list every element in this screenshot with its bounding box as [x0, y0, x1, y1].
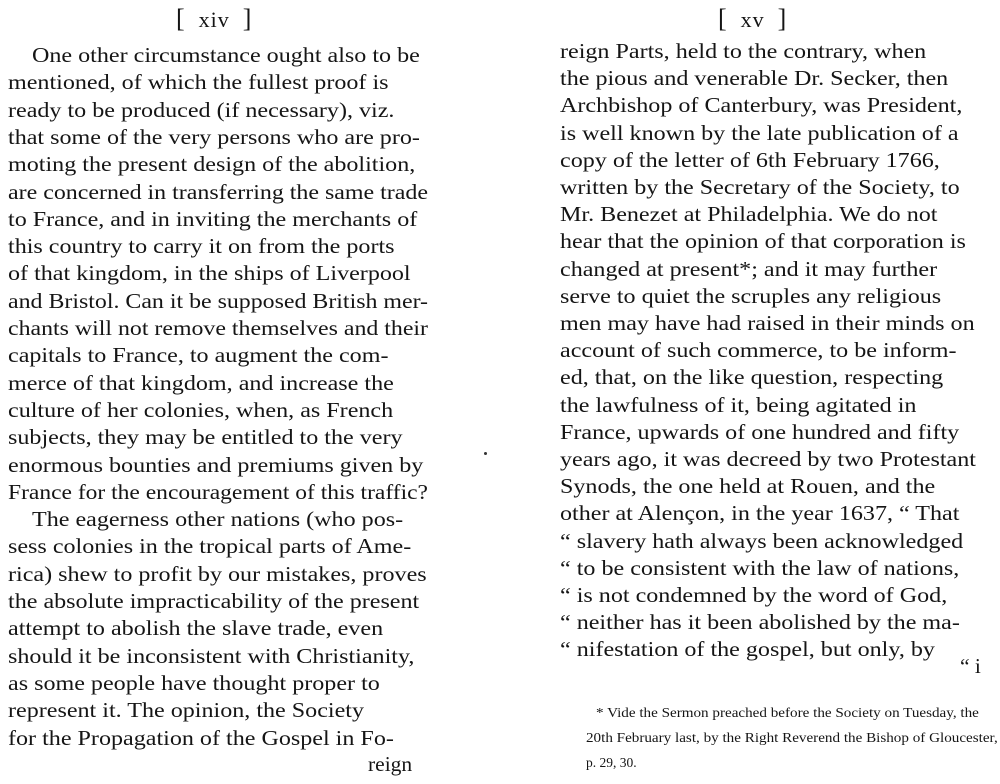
text-line: Synods, the one held at Rouen, and the	[560, 474, 936, 499]
text-line: men may have had raised in their minds on	[560, 311, 975, 335]
text-line: for the Propagation of the Gospel in Fo-	[8, 725, 394, 750]
text-line: One other circumstance ought also to be	[32, 43, 420, 67]
text-line: attempt to abolish the slave trade, even	[8, 616, 384, 641]
text-line: subjects, they may be entitled to the very	[8, 425, 403, 450]
left-page-header: [ xiv ]	[176, 4, 253, 33]
footnote-line: 20th February last, by the Right Reverend the Bishop of Gloucester,	[586, 730, 998, 745]
text-line: years ago, it was decreed by two Protestant	[560, 447, 976, 471]
text-line: rica) shew to profit by our mistakes, proves	[8, 561, 427, 586]
left-catchword: reign	[368, 752, 413, 776]
gutter-mark	[484, 452, 487, 455]
text-line: Mr. Benezet at Philadelphia. We do not	[560, 202, 938, 227]
text-line: moting the present design of the abolition,	[8, 152, 416, 177]
left-page	[0, 0, 490, 784]
text-line: is well known by the late publication of a	[560, 120, 959, 145]
page-number: xv	[740, 7, 765, 32]
text-line: and Bristol. Can it be supposed British mer-	[8, 288, 428, 313]
text-line: are concerned in transferring the same trade	[8, 179, 428, 204]
text-line: mentioned, of which the fullest proof is	[8, 70, 389, 95]
footnote-line: * Vide the Sermon preached before the Society on Tuesday, the	[596, 705, 979, 720]
right-catchword: “ i	[960, 654, 981, 678]
text-line: account of such commerce, to be inform-	[560, 338, 957, 363]
text-line: “ to be consistent with the law of nations,	[560, 555, 960, 580]
text-line: this country to carry it on from the ports	[8, 234, 395, 259]
text-line: of that kingdom, in the ships of Liverpool	[8, 261, 411, 286]
text-line: enormous bounties and premiums given by	[8, 452, 424, 477]
text-line: chants will not remove themselves and their	[8, 316, 428, 340]
text-line: the lawfulness of it, being agitated in	[560, 392, 917, 417]
text-line: The eagerness other nations (who pos-	[32, 507, 404, 532]
text-line: that some of the very persons who are pro-	[8, 124, 420, 149]
text-line: merce of that kingdom, and increase the	[8, 370, 394, 395]
text-line: the pious and venerable Dr. Secker, then	[560, 66, 949, 91]
text-line: should it be inconsistent with Christianity,	[8, 643, 415, 668]
text-line: ready to be produced (if necessary), viz.	[8, 97, 395, 122]
right-page-header: [ xv ]	[718, 4, 788, 33]
text-line: the absolute impracticability of the present	[8, 589, 420, 613]
text-line: copy of the letter of 6th February 1766,	[560, 147, 940, 172]
page-number: xiv	[198, 7, 230, 32]
text-line: France for the encouragement of this traffic?	[8, 479, 428, 504]
text-line: “ nifestation of the gospel, but only, by	[560, 637, 935, 662]
text-line: hear that the opinion of that corporation is	[560, 229, 966, 254]
right-page	[500, 0, 1000, 784]
text-line: “ neither has it been abolished by the ma-	[560, 610, 960, 635]
text-line: ed, that, on the like question, respecting	[560, 365, 944, 390]
text-line: serve to quiet the scruples any religious	[560, 283, 942, 308]
footnote-line: p. 29, 30.	[586, 755, 637, 770]
text-line: represent it. The opinion, the Society	[8, 698, 365, 723]
text-line: reign Parts, held to the contrary, when	[560, 39, 927, 63]
text-line: “ is not condemned by the word of God,	[560, 583, 948, 607]
text-line: Archbishop of Canterbury, was President,	[560, 93, 963, 118]
text-line: written by the Secretary of the Society, to	[560, 175, 960, 199]
text-line: capitals to France, to augment the com-	[8, 343, 389, 368]
text-line: to France, and in inviting the merchants of	[8, 206, 418, 231]
text-line: other at Alençon, in the year 1637, “ That	[560, 501, 960, 526]
text-line: sess colonies in the tropical parts of Ame-	[8, 534, 412, 559]
text-line: culture of her colonies, when, as French	[8, 397, 394, 422]
text-line: “ slavery hath always been acknowledged	[560, 528, 964, 553]
text-line: as some people have thought proper to	[8, 670, 380, 695]
text-line: France, upwards of one hundred and fifty	[560, 419, 960, 444]
text-line: changed at present*; and it may further	[560, 256, 938, 281]
